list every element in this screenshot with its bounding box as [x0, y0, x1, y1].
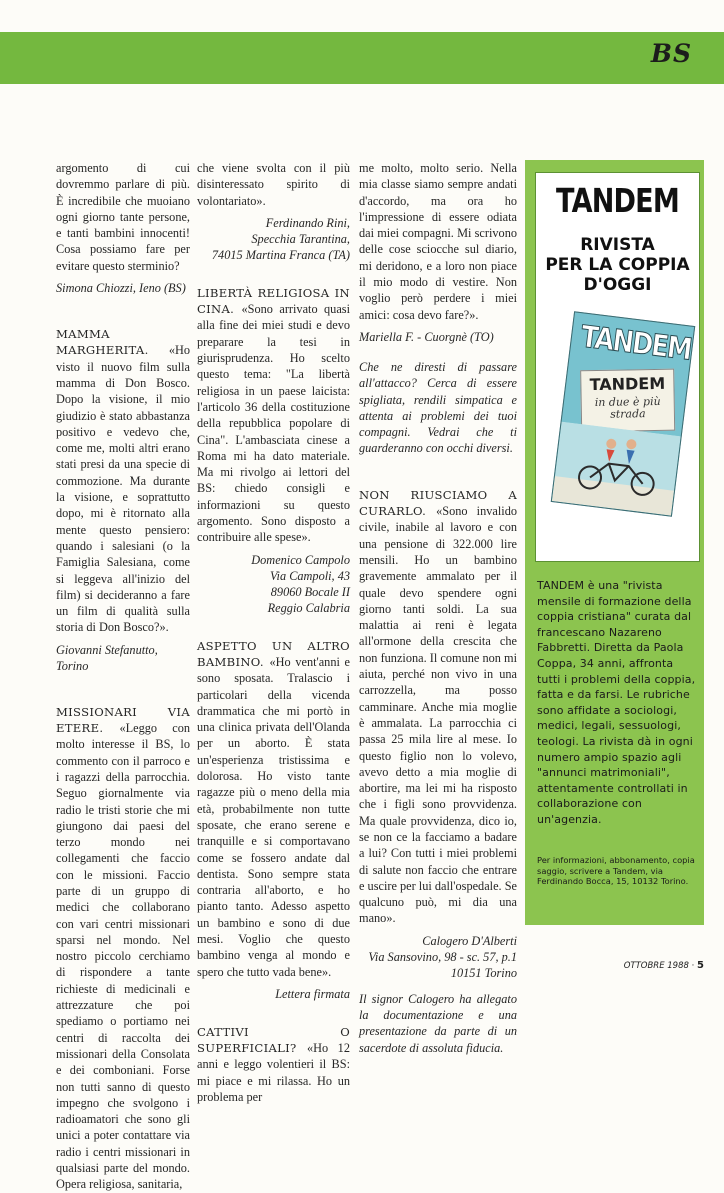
ad-subtitle: [536, 235, 699, 295]
letter-signature: Mariella F. - Cuorgnè (TO): [359, 329, 494, 344]
signature-line: Specchia Tarantina,: [251, 231, 350, 246]
letter-signature: [359, 933, 517, 981]
page-footer: [624, 960, 704, 971]
signature-line: Via Campoli, 43: [269, 568, 350, 583]
letter-non-riusciamo: [359, 487, 517, 927]
signature-line: 74015 Martina Franca (TA): [211, 247, 350, 262]
ad-contact-info: Per informazioni, abbonamento, copia saggio, scrivere a Tandem, via Ferdinando Bocca, 15, 10132 Torino.: [537, 855, 695, 887]
column-2: [197, 160, 350, 1105]
letter-cattivi: [197, 1024, 350, 1105]
page-number: 5: [697, 960, 704, 971]
letter-heading: LIBERTÀ RELIGIOSA IN CINA.: [197, 285, 350, 317]
tandem-ad-box: [535, 172, 700, 562]
signature-line: Domenico Campolo: [251, 552, 350, 567]
letter-body: «Ho visto il nuovo film sulla mamma di Don Bosco. Dopo la visione, il mio giudizio è stato abbastanza positivo e vedevo che, come me, molti altri erano stati presi da una specie di commozione. Ma durante la visione, e soprattutto dopo, mi è ritornato alla mente questo pensiero: quando i salesiani (o la Famiglia Salesiana, come si leggeva all'inizio del film) si decideranno a fare un film di qualità sulla storia di Don Bosco?».: [56, 343, 190, 635]
letter-body: «Ho vent'anni e sono sposata. Tralascio i particolari della vicenda drammatica che mi portò in una clinica privata dell'Olanda per un aborto. È stata un'esperienza tristissima e dolorosa. Ho visto tante ragazze più o meno della mia età, probabilmente non tutte sposate, che erano serene e tranquille e si comportavano come se fossero andate dal dentista. Sono sempre stata contraria all'aborto, e ho pianto tanto. Adesso aspetto un bambino e sono di due mesi. Voglio che questo bambino venga al mondo e spero che tutto vada bene».: [197, 654, 351, 979]
signature-line: Calogero D'Alberti: [422, 933, 517, 948]
column-3: [359, 160, 517, 1056]
letter-signature: Lettera firmata: [275, 986, 350, 1001]
continued-text: che viene svolta con il più disinteressato spirito di volontariato».: [197, 161, 350, 208]
intro-signature: Simona Chiozzi, Ieno (BS): [56, 281, 186, 296]
tandem-bicycle-illustration: [552, 422, 681, 516]
letter-signature: [197, 215, 350, 263]
letter-signature: Giovanni Stefanutto, Torino: [56, 642, 158, 673]
ad-title: TANDEM: [556, 181, 679, 220]
cover-masthead: TANDEM: [578, 319, 693, 368]
ad-description: TANDEM è una "rivista mensile di formazione della coppia cristiana" curata dal francescano Nazareno Fabbretti. Diretta da Paola Coppa, 34 anni, affronta tutti i problemi della coppia, fatta e da farsi. Le rubriche sono affidate a sociologi, medici, legali, sessuologi, teologi. La rivista dà in ogni numero ampio spazio agli "annunci matrimoniali", attentamente controllati in collaborazione con un'agenzia.: [537, 579, 696, 826]
editor-reply: Che ne diresti di passare all'attacco? Cerca di essere spigliata, rendili simpatica e attenta ai problemi dei tuoi compagni. Vedrai che ti guarderanno con occhi diversi.: [359, 359, 517, 456]
letter-heading: ASPETTO UN ALTRO BAMBINO.: [197, 638, 350, 669]
signature-line: Reggio Calabria: [267, 600, 350, 615]
letter-body: «Ho 12 anni e leggo volentieri il BS: mi piace e mi rilassa. Ho un problema per: [197, 1041, 350, 1105]
footer-separator: ·: [691, 961, 695, 971]
ad-subtitle-line: PER LA COPPIA: [545, 255, 690, 275]
column-1: [56, 160, 190, 1193]
letter-body: «Sono invalido civile, inabile al lavoro e con una pensione di 322.000 lire mensili. Ho un bambino gravemente ammalato per il quale devo spendere ogni giorno tanti soldi. La sua malattia ai reni è legata all'ormone della crescita che non funziona. Il comune non mi aiuta, perché non vivo in una carrozzella, ma posso camminare. Anche mia moglie è ammalata. La parrocchia ci passa 25 mila lire al mese. Io questo figlio non lo volevo, avevo detto a mia moglie di abortire, ma lei mi ha risposto che i figli sono provvidenza. Ma quale provvidenza, dico io, se non ce la facciamo a badare a lui? Con tutti i miei problemi di salute non faccio che entrare e uscire per lui dall'ospedale. Se qualcuno può, mi dia una mano».: [359, 504, 517, 926]
signature-line: Via Sansovino, 98 - sc. 57, p.1: [368, 949, 517, 964]
ad-subtitle-line: RIVISTA: [580, 235, 655, 255]
intro-text: argomento di cui dovremmo parlare di più. È incredibile che muoiano ogni giorno tante persone, e tanti bambini innocenti! Cosa possiamo fare per evitare questo sterminio?: [56, 161, 190, 273]
letter-body: «Sono arrivato quasi alla fine dei miei studi e devo preparare la tesi in giurisprudenza. Ho scelto questo tema: "La libertà religiosa in un paese laicista: l'articolo 36 della costituzione della repubblica popolare di Cina". L'ambasciata cinese a Roma mi ha dato materiale. Ma mi rivolgo ai lettori del BS: chiedo consigli e informazioni su questo argomento. Sono disposto a contribuire alle spese».: [197, 302, 350, 545]
cover-sticker-tagline: in due è più strada: [594, 394, 661, 421]
letter-mamma-margherita: [56, 326, 190, 636]
letter-heading: CATTIVI O SUPERFICIALI?: [197, 1024, 350, 1056]
letter-missionari: [56, 704, 190, 1193]
letter-heading: MAMMA MARGHERITA.: [56, 327, 169, 358]
signature-line: Ferdinando Rini,: [265, 215, 350, 230]
top-green-band: [0, 32, 724, 84]
letter-liberta-religiosa: [197, 285, 350, 546]
signature-line: 10151 Torino: [450, 965, 517, 980]
letter-heading: NON RIUSCIAMO A CURARLO.: [359, 487, 517, 519]
cover-sticker: [580, 369, 675, 433]
cover-sticker-title: TANDEM: [589, 373, 666, 395]
continued-text: me molto, molto serio. Nella mia classe siamo sempre andati d'accordo, ma ora ho l'impressione di essere odiata dai miei compagni. Mi scrivono delle cose sciocche sul diario, mi deridono, e a loro non piace il mio modo di vestire. Non voglio però perdere i miei amici: cosa devo fare?».: [359, 161, 517, 322]
issue-date: OTTOBRE 1988: [623, 961, 689, 971]
magazine-logo: BS: [650, 39, 692, 68]
ad-subtitle-line: D'OGGI: [583, 275, 652, 295]
letter-heading: MISSIONARI VIA ETERE.: [56, 704, 190, 736]
letter-aspetto-bambino: [197, 638, 350, 980]
letter-body: «Leggo con molto interesse il BS, lo commento con il parroco e i ragazzi della parrocchia. Seguo giornalmente via radio le tristi storie che mi giungono dai paesi del terzo mondo nei collegamenti che faccio con le missioni. Faccio parte di un gruppo di medici che collaborano con vari centri missionari sparsi nel mondo. Nel nostro piccolo cerchiamo di rispondere a tante richieste di medicinali e attrezzature che poi spediamo o portiamo nei centri di raccolta dei missionari della Consolata e dei comboniani. Forse non tutti sanno di questo impegno che svolgono i radioamatori che sono gli unici a poter contattare via radio i centri missionari in qualsiasi parte del mondo. Opera religiosa, sanitaria,: [56, 721, 190, 1192]
magazine-cover-image: [551, 311, 695, 516]
signature-line: 89060 Bocale II: [270, 584, 350, 599]
editor-note: Il signor Calogero ha allegato la documentazione e una presentazione da parte di un sacerdote di assoluta fiducia.: [359, 991, 517, 1055]
letter-signature: [197, 552, 350, 616]
